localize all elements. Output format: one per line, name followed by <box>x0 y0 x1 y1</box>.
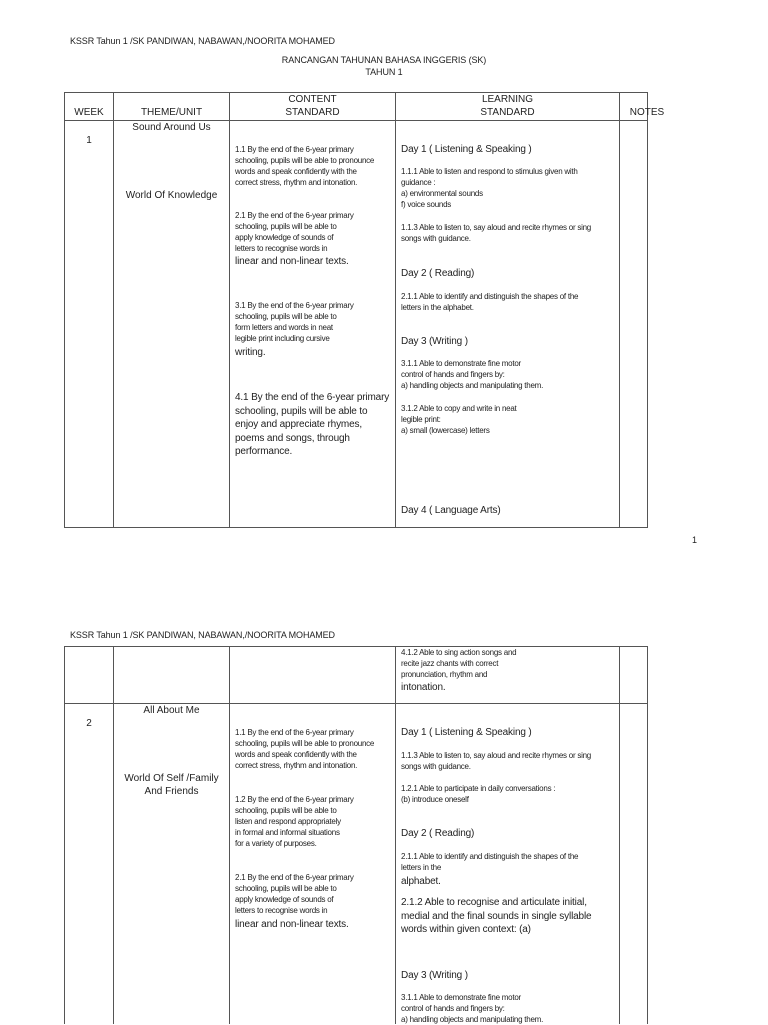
content-standard-2-1-tail: linear and non-linear texts. <box>235 919 349 930</box>
day-3-label: Day 3 (Writing ) <box>401 336 468 347</box>
column-divider <box>229 92 230 528</box>
table-border-left <box>64 92 65 528</box>
column-divider <box>395 92 396 528</box>
document-title: RANCANGAN TAHUNAN BAHASA INGGERIS (SK) <box>281 55 487 65</box>
table-border-right <box>647 646 648 1024</box>
day-2-label: Day 2 ( Reading) <box>401 828 475 839</box>
column-header-content: CONTENT STANDARD <box>285 94 340 118</box>
table-border-right <box>647 92 648 528</box>
content-standard-1-2: 1.2 By the end of the 6-year primary schooling, pupils will be able to listen and respond appropriately in formal and informal situations for a variety of purposes. <box>235 795 354 848</box>
column-divider <box>395 646 396 1024</box>
learning-standard-1-1-3: 1.1.3 Able to listen to, say aloud and recite rhymes or sing songs with guidance. <box>401 223 592 243</box>
column-divider <box>619 92 620 528</box>
document-subtitle: TAHUN 1 <box>365 67 403 77</box>
column-header-notes: NOTES <box>629 107 665 118</box>
unit-title: All About Me <box>143 705 200 716</box>
day-3-label: Day 3 (Writing ) <box>401 970 468 981</box>
learning-standard-3-1-2: 3.1.2 Able to copy and write in neat legible print: a) small (lowercase) letters <box>401 404 517 435</box>
week-number: 2 <box>86 718 92 729</box>
content-standard-4-1: 4.1 By the end of the 6-year primary schooling, pupils will be able to enjoy and appreciate rhymes, poems and songs, through performance. <box>235 392 390 457</box>
page-number: 1 <box>692 535 697 545</box>
learning-standard-2-1-1: 2.1.1 Able to identify and distinguish the shapes of the letters in the <box>401 852 579 872</box>
content-standard-1-1: 1.1 By the end of the 6-year primary schooling, pupils will be able to pronounce words and speak confidently with the correct stress, rhythm and intonation. <box>235 728 375 770</box>
week-number: 1 <box>86 135 92 146</box>
learning-standard-2-1-1: 2.1.1 Able to identify and distinguish the shapes of the letters in the alphabet. <box>401 292 579 312</box>
column-header-theme: THEME/UNIT <box>140 107 203 118</box>
learning-standard-2-1-1-tail: alphabet. <box>401 876 441 887</box>
day-4-label: Day 4 ( Language Arts) <box>401 505 501 516</box>
learning-standard-3-1-1: 3.1.1 Able to demonstrate fine motor control of hands and fingers by: a) handling objects and manipulating them. <box>401 359 544 390</box>
column-divider <box>229 646 230 1024</box>
column-header-learning: LEARNING STANDARD <box>480 94 535 118</box>
learning-standard-1-1-3: 1.1.3 Able to listen to, say aloud and recite rhymes or sing songs with guidance. <box>401 751 592 771</box>
content-standard-2-1-tail: linear and non-linear texts. <box>235 256 349 267</box>
column-header-week: WEEK <box>74 107 104 118</box>
day-2-label: Day 2 ( Reading) <box>401 268 475 279</box>
table-border-bottom <box>64 527 648 528</box>
theme-name: World Of Knowledge <box>125 190 218 201</box>
day-1-label: Day 1 ( Listening & Speaking ) <box>401 144 532 155</box>
table-border-left <box>64 646 65 1024</box>
learning-standard-1-2-1: 1.2.1 Able to participate in daily conversations : (b) introduce oneself <box>401 784 556 804</box>
content-standard-3-1: 3.1 By the end of the 6-year primary schooling, pupils will be able to form letters and words in neat legible print including cursive <box>235 301 354 343</box>
theme-name: World Of Self /Family And Friends <box>124 773 219 797</box>
learning-standard-2-1-2: 2.1.2 Able to recognise and articulate initial, medial and the final sounds in single syllable words within given context: (a) <box>401 897 592 935</box>
learning-standard-3-1-1: 3.1.1 Able to demonstrate fine motor control of hands and fingers by: a) handling objects and manipulating them. <box>401 993 544 1024</box>
content-standard-2-1: 2.1 By the end of the 6-year primary schooling, pupils will be able to apply knowledge of sounds of letters to recognise words in <box>235 873 354 915</box>
page-header: KSSR Tahun 1 /SK PANDIWAN, NABAWAN,/NOORITA MOHAMED <box>70 630 335 640</box>
learning-standard-1-1-1: 1.1.1 Able to listen and respond to stimulus given with guidance : a) environmental sounds f) voice sounds <box>401 167 578 209</box>
learning-standard-4-1-2-tail: intonation. <box>401 682 446 693</box>
page-header: KSSR Tahun 1 /SK PANDIWAN, NABAWAN,/NOORITA MOHAMED <box>70 36 335 46</box>
day-1-label: Day 1 ( Listening & Speaking ) <box>401 727 532 738</box>
column-divider <box>113 646 114 1024</box>
learning-standard-4-1-2: 4.1.2 Able to sing action songs and recite jazz chants with correct pronunciation, rhythm and <box>401 648 517 679</box>
content-standard-1-1: 1.1 By the end of the 6-year primary schooling, pupils will be able to pronounce words and speak confidently with the correct stress, rhythm and intonation. <box>235 145 375 187</box>
column-divider <box>619 646 620 1024</box>
content-standard-3-1-tail: writing. <box>235 347 266 358</box>
unit-title: Sound Around Us <box>132 122 211 133</box>
content-standard-2-1: 2.1 By the end of the 6-year primary schooling, pupils will be able to apply knowledge of sounds of letters to recognise words in <box>235 211 354 253</box>
column-divider <box>113 92 114 528</box>
